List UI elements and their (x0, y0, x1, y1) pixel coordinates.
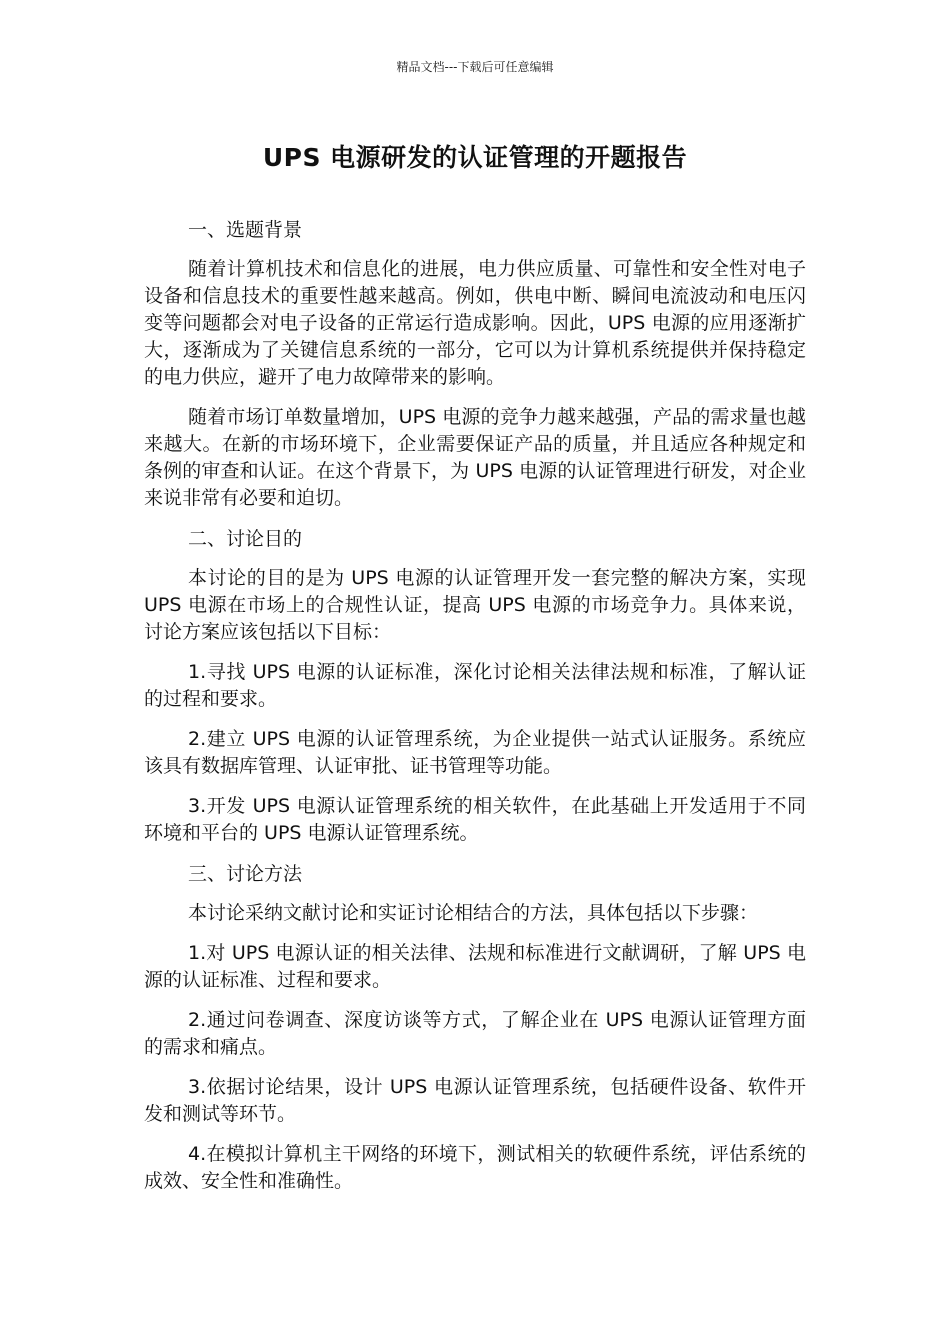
document-body (144, 216, 806, 1208)
list-item: 2.建立 UPS 电源的认证管理系统，为企业提供一站式认证服务。系统应该具有数据库管理、认证审批、证书管理等功能。 (144, 728, 806, 777)
section-heading: 二、讨论目的 (188, 528, 303, 550)
paragraph: 随着市场订单数量增加，UPS 电源的竞争力越来越强，产品的需求量也越来越大。在新的市场环境下，企业需要保证产品的质量，并且适应各种规定和条例的审查和认证。在这个背景下，为 UPS 电源的认证管理进行研发，对企业来说非常有必要和迫切。 (144, 406, 806, 509)
paragraph: 本讨论的目的是为 UPS 电源的认证管理开发一套完整的解决方案，实现 UPS 电源在市场上的合规性认证，提高 UPS 电源的市场竞争力。具体来说，讨论方案应该包括以下目标： (144, 567, 806, 643)
list-item: 3.开发 UPS 电源认证管理系统的相关软件，在此基础上开发适用于不同环境和平台的 UPS 电源认证管理系统。 (144, 795, 806, 844)
list-item: 2.通过问卷调查、深度访谈等方式，了解企业在 UPS 电源认证管理方面的需求和痛点。 (144, 1009, 806, 1058)
paragraph: 本讨论采纳文献讨论和实证讨论相结合的方法，具体包括以下步骤： (188, 902, 759, 924)
document-title: UPS 电源研发的认证管理的开题报告 (262, 143, 688, 172)
section-heading: 三、讨论方法 (188, 863, 303, 885)
section-method (144, 860, 806, 1195)
list-item: 1.对 UPS 电源认证的相关法律、法规和标准进行文献调研，了解 UPS 电源的认证标准、过程和要求。 (144, 942, 806, 991)
section-heading: 一、选题背景 (188, 219, 303, 241)
list-item: 3.依据讨论结果，设计 UPS 电源认证管理系统，包括硬件设备、软件开发和测试等环节。 (144, 1076, 806, 1125)
section-purpose (144, 525, 806, 847)
paragraph: 随着计算机技术和信息化的进展，电力供应质量、可靠性和安全性对电子设备和信息技术的重要性越来越高。例如，供电中断、瞬间电流波动和电压闪变等问题都会对电子设备的正常运行造成影响。因此，UPS 电源的应用逐渐扩大，逐渐成为了关键信息系统的一部分，它可以为计算机系统提供并保持稳定的电力供应，避开了电力故障带来的影响。 (144, 258, 806, 388)
page-header-note: 精品文档---下载后可任意编辑 (396, 60, 554, 74)
section-background (144, 216, 806, 512)
list-item: 4.在模拟计算机主干网络的环境下，测试相关的软硬件系统，评估系统的成效、安全性和准确性。 (144, 1143, 806, 1192)
list-item: 1.寻找 UPS 电源的认证标准，深化讨论相关法律法规和标准，了解认证的过程和要求。 (144, 661, 806, 710)
